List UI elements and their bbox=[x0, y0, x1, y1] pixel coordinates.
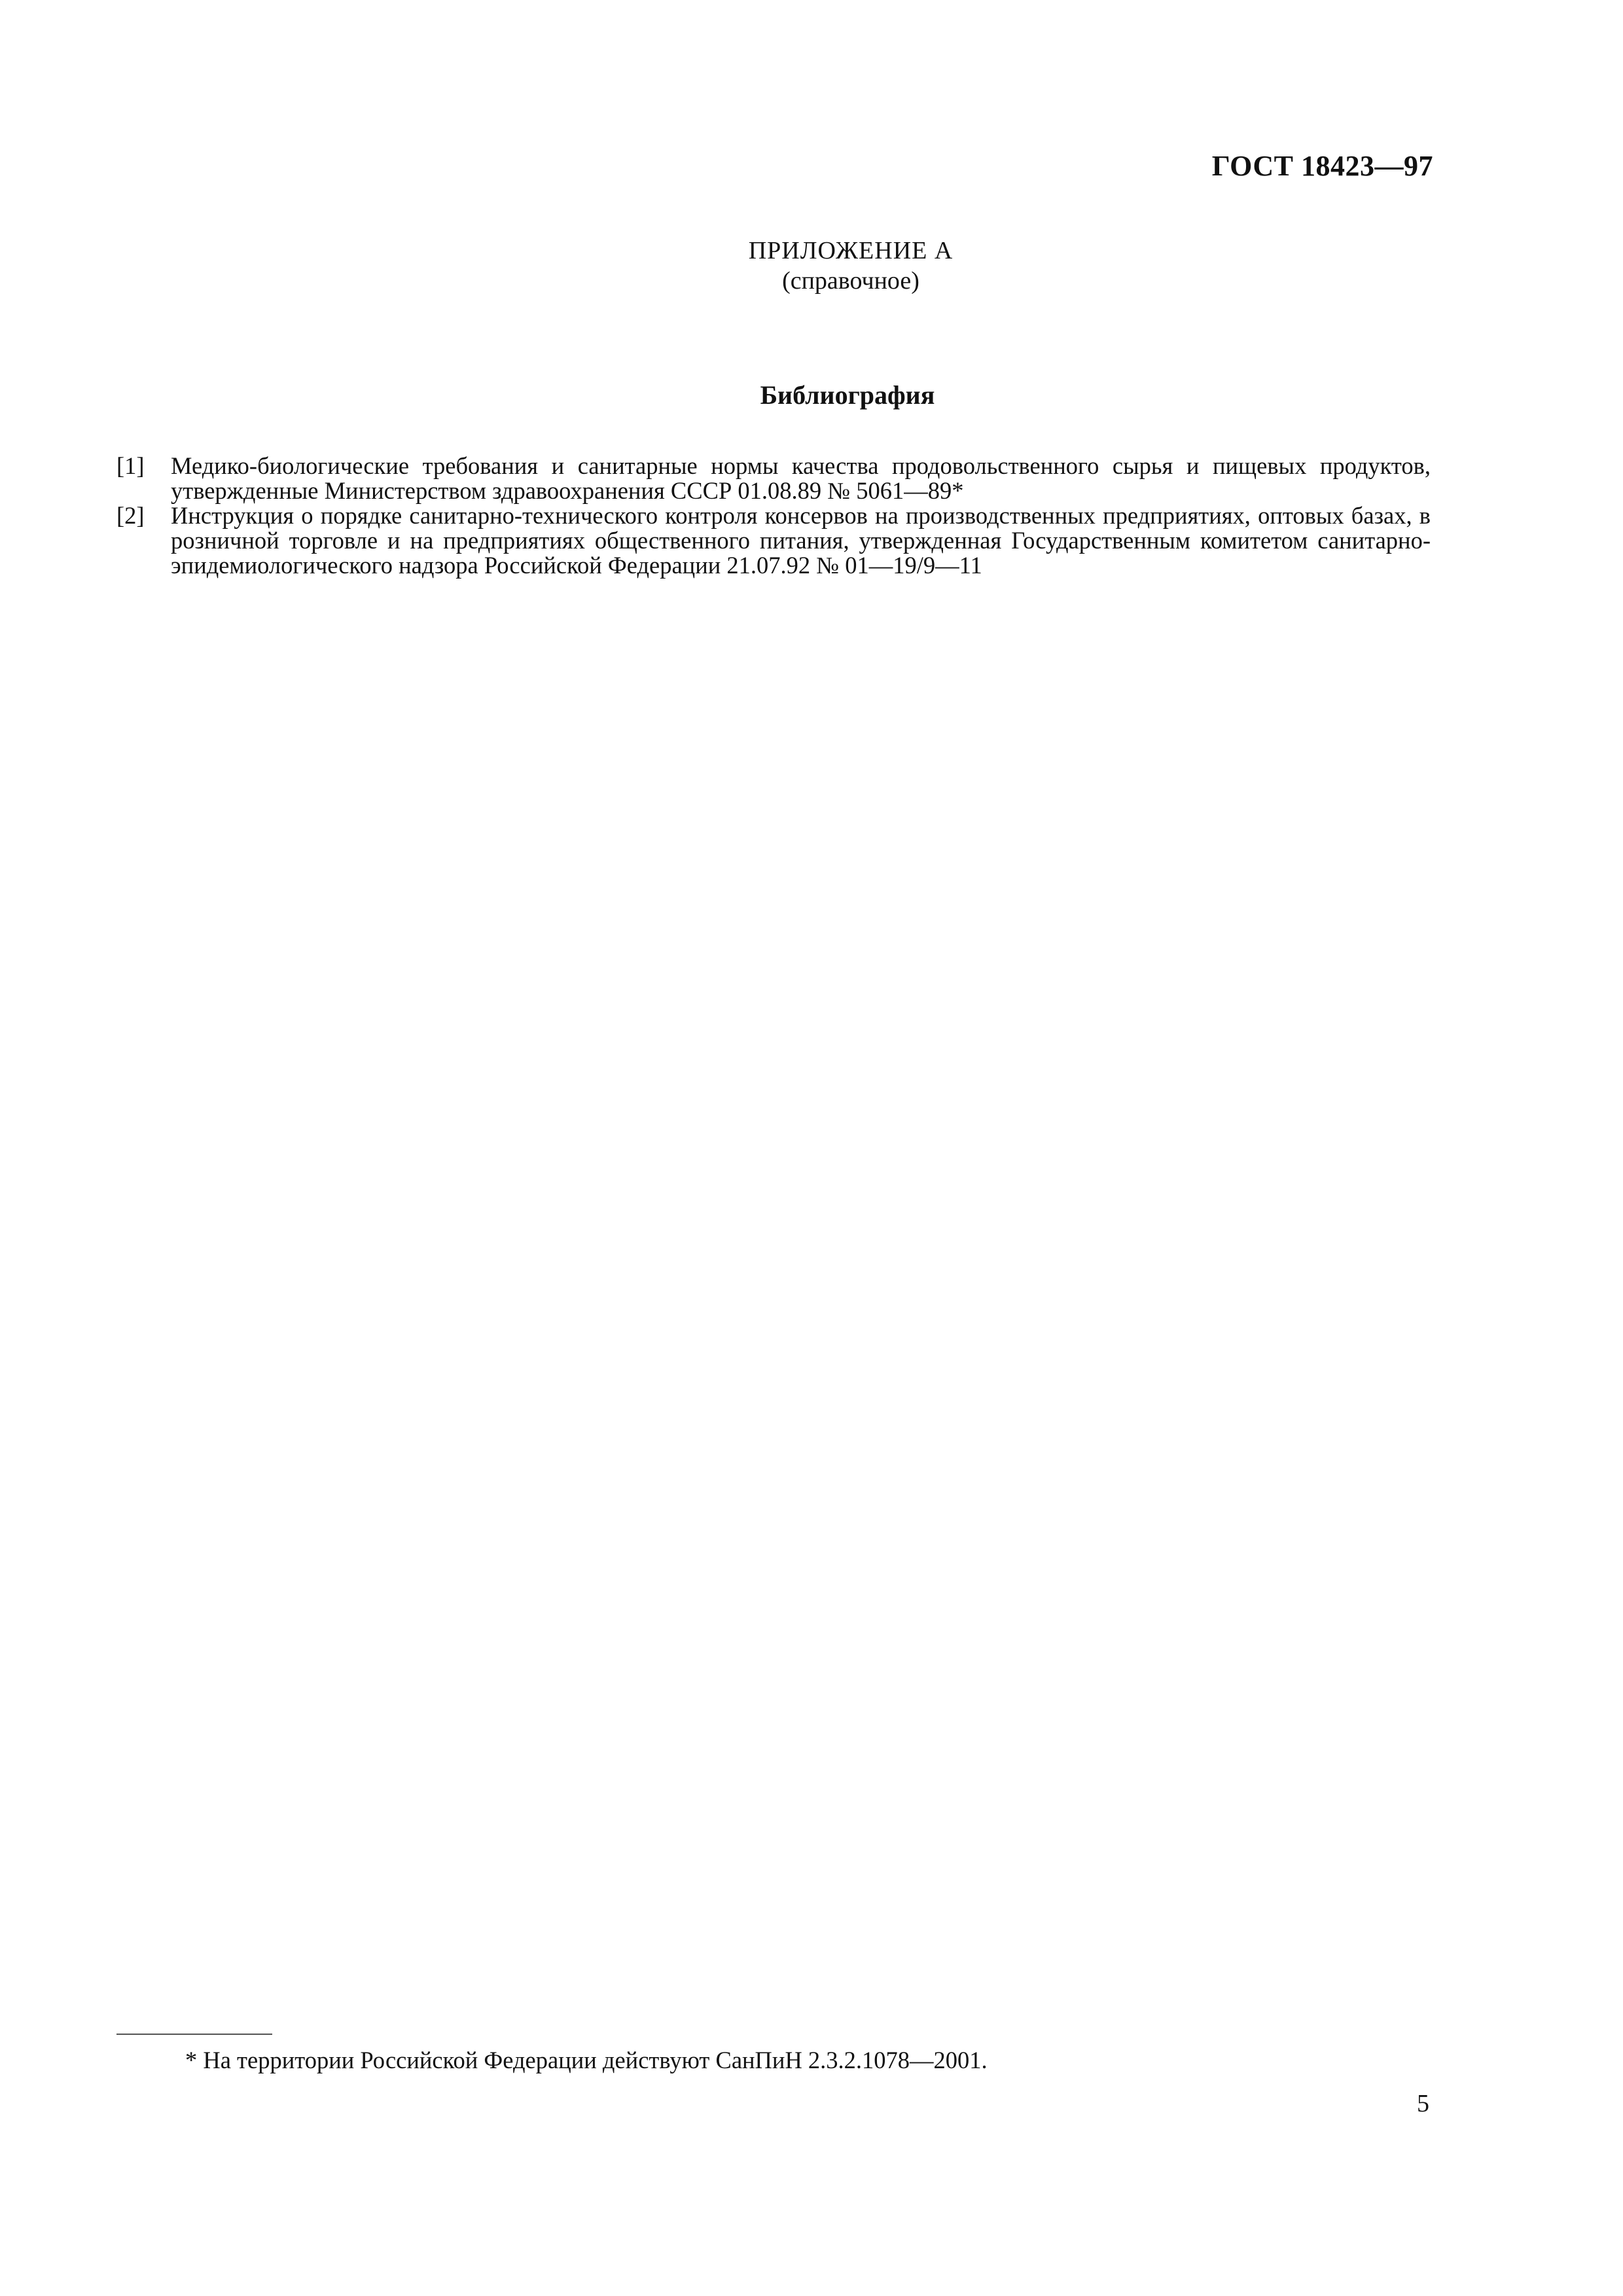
entry-text: Медико-биологические требования и санитарные нормы качества продовольственного сырья и пищевых продуктов, утвержденные Министерством здравоохранения СССР 01.08.89 № 5061—89* bbox=[171, 452, 1431, 504]
entry-number: [1] bbox=[116, 452, 145, 479]
standard-number: ГОСТ 18423—97 bbox=[1211, 150, 1433, 182]
bibliography-entry bbox=[116, 454, 1431, 503]
entry-number: [2] bbox=[116, 502, 145, 529]
footnote: * На территории Российской Федерации действуют СанПиН 2.3.2.1078—2001. bbox=[185, 2047, 988, 2073]
footnote-divider bbox=[116, 2034, 272, 2035]
appendix-block bbox=[0, 236, 1623, 296]
appendix-title: ПРИЛОЖЕНИЕ А bbox=[748, 237, 954, 264]
bibliography-entry bbox=[116, 503, 1431, 578]
entry-text: Инструкция о порядке санитарно-технического контроля консервов на производственных предприятиях, оптовых базах, в розничной торговле и на предприятиях общественного питания, утвержденная Государственным комитетом санитарно-эпидемиологического надзора Российской Федерации 21.07.92 № 01—19/9—11 bbox=[171, 502, 1431, 579]
appendix-subtitle: (справочное) bbox=[782, 267, 919, 295]
bibliography-heading: Библиография bbox=[760, 380, 935, 410]
bibliography-list bbox=[116, 454, 1431, 578]
page-number: 5 bbox=[1417, 2090, 1429, 2117]
